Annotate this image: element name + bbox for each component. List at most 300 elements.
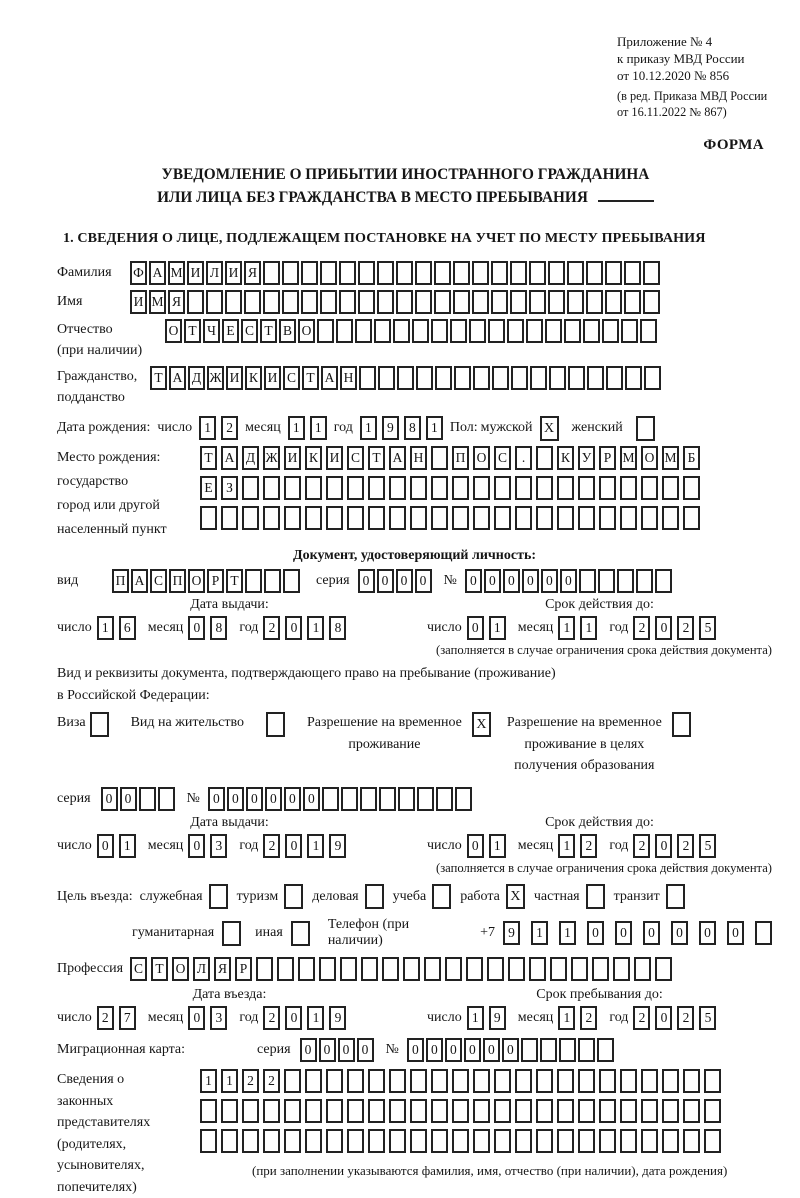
char-box[interactable] (139, 787, 156, 811)
char-box[interactable] (529, 261, 546, 285)
char-box[interactable] (540, 1038, 557, 1062)
char-box[interactable]: 2 (633, 1006, 650, 1030)
char-box[interactable]: Т (150, 366, 167, 390)
char-box[interactable] (322, 787, 339, 811)
char-box[interactable]: О (473, 446, 490, 470)
char-box[interactable] (368, 1099, 385, 1123)
char-box[interactable] (545, 319, 562, 343)
char-box[interactable] (301, 290, 318, 314)
char-box[interactable] (579, 569, 596, 593)
char-box[interactable] (305, 1069, 322, 1093)
char-box[interactable] (587, 366, 604, 390)
char-box[interactable]: . (515, 446, 532, 470)
char-box[interactable] (557, 1129, 574, 1153)
char-box[interactable] (453, 261, 470, 285)
char-box[interactable]: С (347, 446, 364, 470)
char-box[interactable] (326, 476, 343, 500)
char-box[interactable] (319, 957, 336, 981)
char-box[interactable] (368, 506, 385, 530)
char-box[interactable]: 0 (285, 1006, 302, 1030)
char-box[interactable] (602, 319, 619, 343)
char-box[interactable] (662, 1099, 679, 1123)
char-box[interactable]: Т (368, 446, 385, 470)
char-box[interactable]: Е (222, 319, 239, 343)
char-box[interactable]: 1 (97, 616, 114, 640)
char-box[interactable]: 1 (310, 416, 327, 440)
char-box[interactable] (206, 290, 223, 314)
char-box[interactable]: 0 (188, 834, 205, 858)
char-box[interactable]: И (187, 261, 204, 285)
char-box[interactable]: 0 (246, 787, 263, 811)
char-box[interactable] (683, 1069, 700, 1093)
char-box[interactable]: 2 (677, 834, 694, 858)
char-box[interactable]: А (221, 446, 238, 470)
char-box[interactable] (320, 290, 337, 314)
char-box[interactable]: 2 (221, 416, 238, 440)
char-box[interactable] (508, 957, 525, 981)
char-box[interactable] (536, 1069, 553, 1093)
char-box[interactable] (548, 290, 565, 314)
char-box[interactable]: Т (260, 319, 277, 343)
char-box[interactable]: Т (200, 446, 217, 470)
char-box[interactable]: И (225, 261, 242, 285)
char-box[interactable] (242, 1099, 259, 1123)
char-box[interactable] (625, 366, 642, 390)
char-box[interactable] (621, 319, 638, 343)
char-box[interactable] (283, 569, 300, 593)
char-box[interactable] (360, 787, 377, 811)
char-box[interactable]: К (245, 366, 262, 390)
char-box[interactable] (643, 261, 660, 285)
char-box[interactable]: 1 (288, 416, 305, 440)
char-box[interactable]: 0 (502, 1038, 519, 1062)
char-box[interactable] (641, 1129, 658, 1153)
char-box[interactable] (641, 1069, 658, 1093)
char-box[interactable] (326, 506, 343, 530)
char-box[interactable]: 1 (307, 834, 324, 858)
char-box[interactable] (416, 366, 433, 390)
char-box[interactable] (704, 1069, 721, 1093)
char-box[interactable] (305, 1099, 322, 1123)
char-box[interactable]: И (226, 366, 243, 390)
char-box[interactable]: 0 (560, 569, 577, 593)
char-box[interactable] (592, 957, 609, 981)
char-box[interactable] (662, 1129, 679, 1153)
char-box[interactable] (494, 1099, 511, 1123)
char-box[interactable] (515, 1099, 532, 1123)
char-box[interactable]: 0 (188, 1006, 205, 1030)
char-box[interactable] (550, 957, 567, 981)
char-box[interactable] (382, 957, 399, 981)
char-box[interactable]: С (150, 569, 167, 593)
char-box[interactable] (578, 1038, 595, 1062)
char-box[interactable] (643, 290, 660, 314)
char-box[interactable] (491, 290, 508, 314)
char-box[interactable]: К (557, 446, 574, 470)
char-box[interactable]: 0 (467, 616, 484, 640)
char-box[interactable] (284, 1129, 301, 1153)
char-box[interactable] (431, 476, 448, 500)
purpose-study-checkbox[interactable] (432, 884, 451, 909)
char-box[interactable] (578, 1129, 595, 1153)
char-box[interactable]: Ж (263, 446, 280, 470)
char-box[interactable] (683, 506, 700, 530)
char-box[interactable] (515, 1129, 532, 1153)
char-box[interactable] (662, 1069, 679, 1093)
char-box[interactable] (245, 569, 262, 593)
char-box[interactable] (620, 506, 637, 530)
char-box[interactable] (374, 319, 391, 343)
char-box[interactable] (282, 261, 299, 285)
char-box[interactable] (242, 1129, 259, 1153)
char-box[interactable] (389, 506, 406, 530)
char-box[interactable]: 0 (358, 569, 375, 593)
char-box[interactable]: 0 (284, 787, 301, 811)
char-box[interactable]: 0 (503, 569, 520, 593)
char-box[interactable]: 0 (655, 616, 672, 640)
char-box[interactable] (284, 506, 301, 530)
char-box[interactable]: А (389, 446, 406, 470)
char-box[interactable] (491, 261, 508, 285)
char-box[interactable] (434, 290, 451, 314)
char-box[interactable] (389, 1099, 406, 1123)
char-box[interactable]: 0 (357, 1038, 374, 1062)
char-box[interactable] (536, 446, 553, 470)
char-box[interactable] (326, 1099, 343, 1123)
char-box[interactable] (434, 261, 451, 285)
char-box[interactable] (339, 261, 356, 285)
char-box[interactable] (377, 261, 394, 285)
char-box[interactable] (507, 319, 524, 343)
char-box[interactable] (452, 476, 469, 500)
char-box[interactable] (521, 1038, 538, 1062)
char-box[interactable] (347, 1069, 364, 1093)
char-box[interactable]: П (452, 446, 469, 470)
char-box[interactable] (417, 787, 434, 811)
char-box[interactable] (187, 290, 204, 314)
char-box[interactable] (634, 957, 651, 981)
char-box[interactable]: 0 (188, 616, 205, 640)
char-box[interactable]: 3 (210, 1006, 227, 1030)
char-box[interactable] (436, 787, 453, 811)
char-box[interactable] (396, 290, 413, 314)
char-box[interactable] (571, 957, 588, 981)
char-box[interactable] (396, 261, 413, 285)
char-box[interactable]: 1 (200, 1069, 217, 1093)
char-box[interactable]: С (241, 319, 258, 343)
char-box[interactable] (578, 476, 595, 500)
char-box[interactable] (379, 787, 396, 811)
char-box[interactable] (221, 506, 238, 530)
char-box[interactable]: 2 (677, 1006, 694, 1030)
visa-checkbox[interactable] (90, 712, 109, 737)
char-box[interactable]: 8 (404, 416, 421, 440)
char-box[interactable] (242, 476, 259, 500)
char-box[interactable] (515, 476, 532, 500)
char-box[interactable] (355, 319, 372, 343)
char-box[interactable] (536, 506, 553, 530)
char-box[interactable] (557, 1099, 574, 1123)
char-box[interactable]: 1 (426, 416, 443, 440)
char-box[interactable] (494, 476, 511, 500)
char-box[interactable] (361, 957, 378, 981)
char-box[interactable] (264, 569, 281, 593)
char-box[interactable] (431, 1069, 448, 1093)
char-box[interactable]: Р (599, 446, 616, 470)
char-box[interactable]: 0 (319, 1038, 336, 1062)
char-box[interactable]: М (620, 446, 637, 470)
char-box[interactable] (644, 366, 661, 390)
char-box[interactable] (473, 1129, 490, 1153)
char-box[interactable] (358, 290, 375, 314)
char-box[interactable] (377, 290, 394, 314)
char-box[interactable] (620, 476, 637, 500)
char-box[interactable] (578, 506, 595, 530)
char-box[interactable] (641, 1099, 658, 1123)
char-box[interactable] (455, 787, 472, 811)
char-box[interactable] (305, 476, 322, 500)
char-box[interactable] (221, 1129, 238, 1153)
char-box[interactable]: 0 (285, 616, 302, 640)
char-box[interactable] (282, 290, 299, 314)
char-box[interactable] (683, 1099, 700, 1123)
char-box[interactable]: Ф (130, 261, 147, 285)
char-box[interactable]: 1 (489, 616, 506, 640)
char-box[interactable]: Т (151, 957, 168, 981)
char-box[interactable] (515, 1069, 532, 1093)
char-box[interactable] (277, 957, 294, 981)
char-box[interactable] (397, 366, 414, 390)
char-box[interactable]: О (188, 569, 205, 593)
char-box[interactable] (620, 1129, 637, 1153)
char-box[interactable] (599, 506, 616, 530)
char-box[interactable]: 1 (307, 1006, 324, 1030)
char-box[interactable]: Т (184, 319, 201, 343)
char-box[interactable] (326, 1069, 343, 1093)
char-box[interactable] (403, 957, 420, 981)
char-box[interactable] (557, 476, 574, 500)
char-box[interactable]: 0 (338, 1038, 355, 1062)
char-box[interactable]: 1 (559, 921, 576, 945)
char-box[interactable] (284, 1099, 301, 1123)
char-box[interactable]: 9 (329, 834, 346, 858)
char-box[interactable]: 2 (580, 834, 597, 858)
char-box[interactable] (472, 290, 489, 314)
char-box[interactable] (605, 290, 622, 314)
char-box[interactable] (568, 366, 585, 390)
char-box[interactable] (398, 787, 415, 811)
char-box[interactable]: И (284, 446, 301, 470)
char-box[interactable]: 0 (285, 834, 302, 858)
char-box[interactable] (263, 1099, 280, 1123)
char-box[interactable]: 5 (699, 1006, 716, 1030)
char-box[interactable]: 0 (208, 787, 225, 811)
char-box[interactable]: И (264, 366, 281, 390)
char-box[interactable]: 1 (489, 834, 506, 858)
char-box[interactable]: 2 (677, 616, 694, 640)
char-box[interactable] (358, 261, 375, 285)
char-box[interactable] (548, 261, 565, 285)
purpose-other-checkbox[interactable] (291, 921, 310, 946)
char-box[interactable] (305, 506, 322, 530)
char-box[interactable] (410, 506, 427, 530)
char-box[interactable]: 0 (300, 1038, 317, 1062)
char-box[interactable] (317, 319, 334, 343)
char-box[interactable]: О (298, 319, 315, 343)
char-box[interactable] (526, 319, 543, 343)
char-box[interactable]: Р (207, 569, 224, 593)
char-box[interactable] (511, 366, 528, 390)
char-box[interactable] (578, 1069, 595, 1093)
char-box[interactable] (536, 1129, 553, 1153)
char-box[interactable] (557, 506, 574, 530)
char-box[interactable]: 0 (587, 921, 604, 945)
char-box[interactable]: Е (200, 476, 217, 500)
char-box[interactable]: 1 (558, 1006, 575, 1030)
char-box[interactable]: 0 (426, 1038, 443, 1062)
char-box[interactable] (431, 506, 448, 530)
char-box[interactable] (536, 476, 553, 500)
temp-residence-edu-checkbox[interactable] (672, 712, 691, 737)
char-box[interactable] (564, 319, 581, 343)
char-box[interactable]: 0 (265, 787, 282, 811)
char-box[interactable]: 0 (407, 1038, 424, 1062)
char-box[interactable] (410, 1099, 427, 1123)
char-box[interactable]: 5 (699, 616, 716, 640)
char-box[interactable]: 0 (483, 1038, 500, 1062)
char-box[interactable] (347, 476, 364, 500)
char-box[interactable]: 9 (329, 1006, 346, 1030)
char-box[interactable] (347, 506, 364, 530)
char-box[interactable] (473, 1069, 490, 1093)
char-box[interactable] (624, 290, 641, 314)
char-box[interactable] (284, 1069, 301, 1093)
char-box[interactable] (549, 366, 566, 390)
char-box[interactable]: 2 (97, 1006, 114, 1030)
char-box[interactable] (393, 319, 410, 343)
char-box[interactable] (431, 1099, 448, 1123)
char-box[interactable] (368, 1129, 385, 1153)
char-box[interactable]: 1 (558, 616, 575, 640)
char-box[interactable]: К (305, 446, 322, 470)
char-box[interactable] (510, 290, 527, 314)
char-box[interactable] (529, 290, 546, 314)
char-box[interactable]: П (112, 569, 129, 593)
char-box[interactable] (469, 319, 486, 343)
char-box[interactable] (410, 1129, 427, 1153)
char-box[interactable]: 0 (615, 921, 632, 945)
char-box[interactable]: П (169, 569, 186, 593)
char-box[interactable] (410, 476, 427, 500)
char-box[interactable] (389, 1129, 406, 1153)
char-box[interactable] (473, 506, 490, 530)
char-box[interactable] (641, 476, 658, 500)
char-box[interactable]: У (578, 446, 595, 470)
char-box[interactable]: 0 (377, 569, 394, 593)
char-box[interactable]: А (321, 366, 338, 390)
char-box[interactable] (301, 261, 318, 285)
char-box[interactable] (487, 957, 504, 981)
char-box[interactable] (452, 506, 469, 530)
char-box[interactable] (244, 290, 261, 314)
char-box[interactable]: 0 (727, 921, 744, 945)
char-box[interactable]: Б (683, 446, 700, 470)
char-box[interactable]: 0 (415, 569, 432, 593)
char-box[interactable]: 0 (101, 787, 118, 811)
char-box[interactable]: Д (188, 366, 205, 390)
char-box[interactable] (339, 290, 356, 314)
purpose-transit-checkbox[interactable] (666, 884, 685, 909)
char-box[interactable]: 0 (465, 569, 482, 593)
char-box[interactable] (389, 1069, 406, 1093)
char-box[interactable]: 1 (360, 416, 377, 440)
char-box[interactable] (567, 261, 584, 285)
char-box[interactable] (578, 1099, 595, 1123)
char-box[interactable] (515, 506, 532, 530)
char-box[interactable] (583, 319, 600, 343)
char-box[interactable] (599, 476, 616, 500)
char-box[interactable]: 2 (580, 1006, 597, 1030)
char-box[interactable]: 2 (633, 834, 650, 858)
char-box[interactable]: С (494, 446, 511, 470)
char-box[interactable]: 0 (303, 787, 320, 811)
char-box[interactable] (620, 1069, 637, 1093)
purpose-business-checkbox[interactable] (365, 884, 384, 909)
char-box[interactable]: 0 (484, 569, 501, 593)
char-box[interactable] (494, 506, 511, 530)
char-box[interactable] (472, 261, 489, 285)
char-box[interactable]: Ж (207, 366, 224, 390)
char-box[interactable]: Н (340, 366, 357, 390)
char-box[interactable] (494, 1129, 511, 1153)
char-box[interactable] (559, 1038, 576, 1062)
char-box[interactable] (704, 1129, 721, 1153)
char-box[interactable] (221, 1099, 238, 1123)
char-box[interactable]: Т (226, 569, 243, 593)
char-box[interactable]: 1 (467, 1006, 484, 1030)
char-box[interactable] (755, 921, 772, 945)
char-box[interactable] (445, 957, 462, 981)
char-box[interactable] (567, 290, 584, 314)
char-box[interactable] (473, 1099, 490, 1123)
char-box[interactable]: Т (302, 366, 319, 390)
char-box[interactable] (410, 1069, 427, 1093)
char-box[interactable] (298, 957, 315, 981)
char-box[interactable] (452, 1069, 469, 1093)
char-box[interactable] (359, 366, 376, 390)
char-box[interactable]: А (169, 366, 186, 390)
char-box[interactable] (378, 366, 395, 390)
char-box[interactable] (200, 1099, 217, 1123)
char-box[interactable] (263, 506, 280, 530)
char-box[interactable]: 0 (541, 569, 558, 593)
char-box[interactable] (529, 957, 546, 981)
male-checkbox[interactable]: X (540, 416, 559, 441)
char-box[interactable] (158, 787, 175, 811)
char-box[interactable] (597, 1038, 614, 1062)
char-box[interactable]: 0 (97, 834, 114, 858)
char-box[interactable]: Л (193, 957, 210, 981)
char-box[interactable] (488, 319, 505, 343)
char-box[interactable]: Ч (203, 319, 220, 343)
char-box[interactable] (424, 957, 441, 981)
char-box[interactable]: 1 (531, 921, 548, 945)
char-box[interactable]: 5 (699, 834, 716, 858)
char-box[interactable] (263, 261, 280, 285)
char-box[interactable]: Н (410, 446, 427, 470)
char-box[interactable] (557, 1069, 574, 1093)
char-box[interactable]: 0 (445, 1038, 462, 1062)
